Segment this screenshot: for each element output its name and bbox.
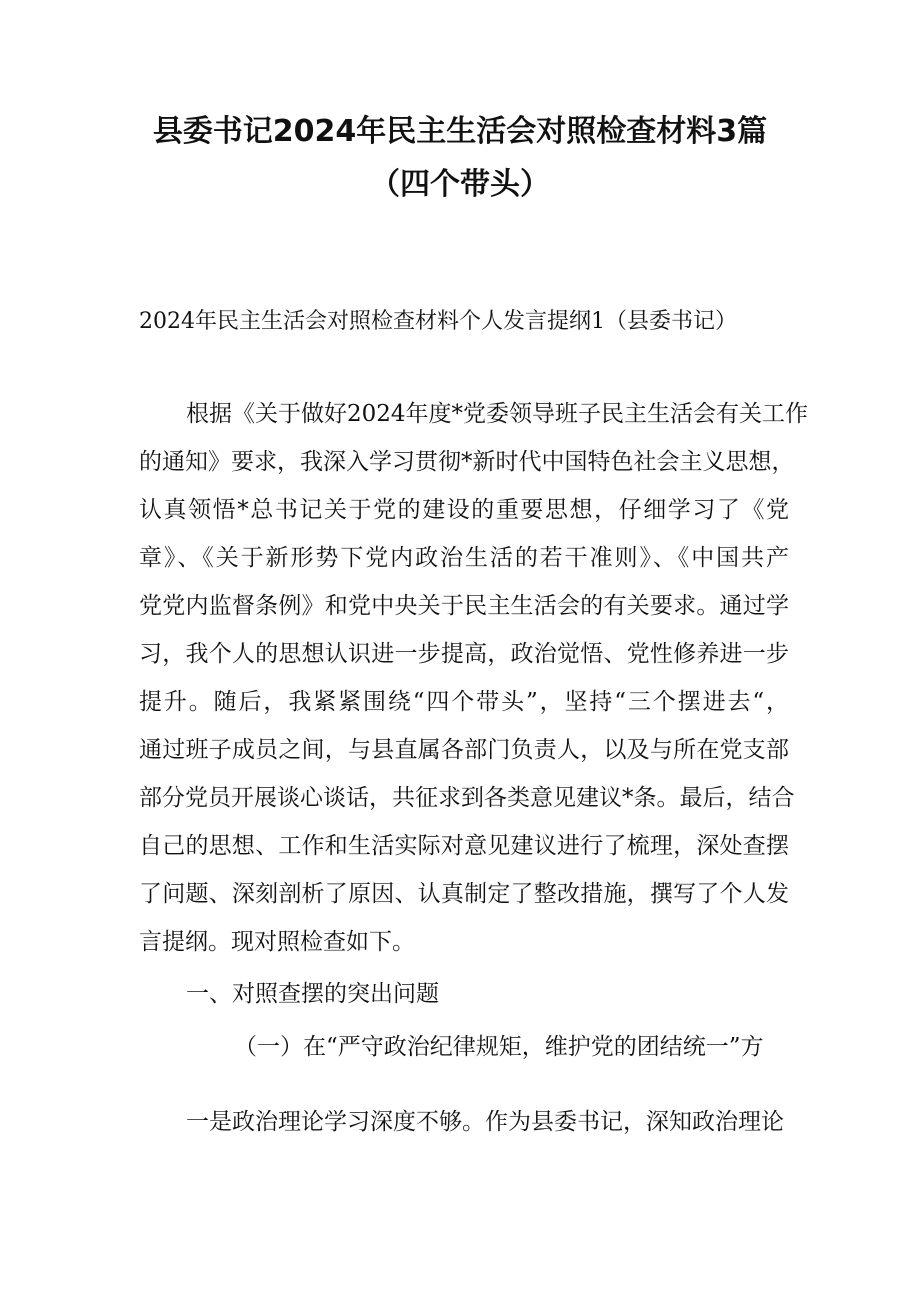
paragraph-line: 了问题、深刻剖析了原因、认真制定了整改措施，撰写了个人发 [139,881,789,907]
section-heading: 一、对照查摆的突出问题 [186,981,439,1007]
paragraph-line: 通过班子成员之间，与县直属各部门负责人，以及与所在党支部 [139,737,789,763]
paragraph-line: 自己的思想、工作和生活实际对意见建议进行了梳理，深处查摆 [139,833,789,859]
paragraph-line: 认真领悟*总书记关于党的建设的重要思想，仔细学习了《党 [139,497,789,523]
paragraph-line: 的通知》要求，我深入学习贯彻*新时代中国特色社会主义思想， [139,449,795,475]
paragraph-line: 提升。随后，我紧紧围绕“四个带头”，坚持“三个摆进去“， [139,689,789,715]
paragraph-line: 习，我个人的思想认识进一步提高，政治觉悟、党性修养进一步 [139,641,789,667]
paragraph-line: 党党内监督条例》和党中央关于民主生活会的有关要求。通过学 [139,593,789,619]
document-title-line-2: （四个带头） [370,167,550,202]
document-subtitle: 2024年民主生活会对照检查材料个人发言提纲1（县委书记） [139,309,737,334]
paragraph-line: 部分党员开展谈心谈话，共征求到各类意见建议*条。最后，结合 [139,785,795,811]
document-title-line-1: 县委书记2024年民主生活会对照检查材料3篇 [152,114,768,149]
subsection-heading: （一）在“严守政治纪律规矩，维护党的团结统一”方 [234,1034,764,1060]
paragraph-line: 言提纲。现对照检查如下。 [139,929,415,955]
paragraph-line: 章》、《关于新形势下党内政治生活的若干准则》、《中国共产 [139,545,789,571]
paragraph-line: 一是政治理论学习深度不够。作为县委书记，深知政治理论 [186,1109,784,1135]
paragraph-line: 根据《关于做好2024年度*党委领导班子民主生活会有关工作 [186,401,809,427]
